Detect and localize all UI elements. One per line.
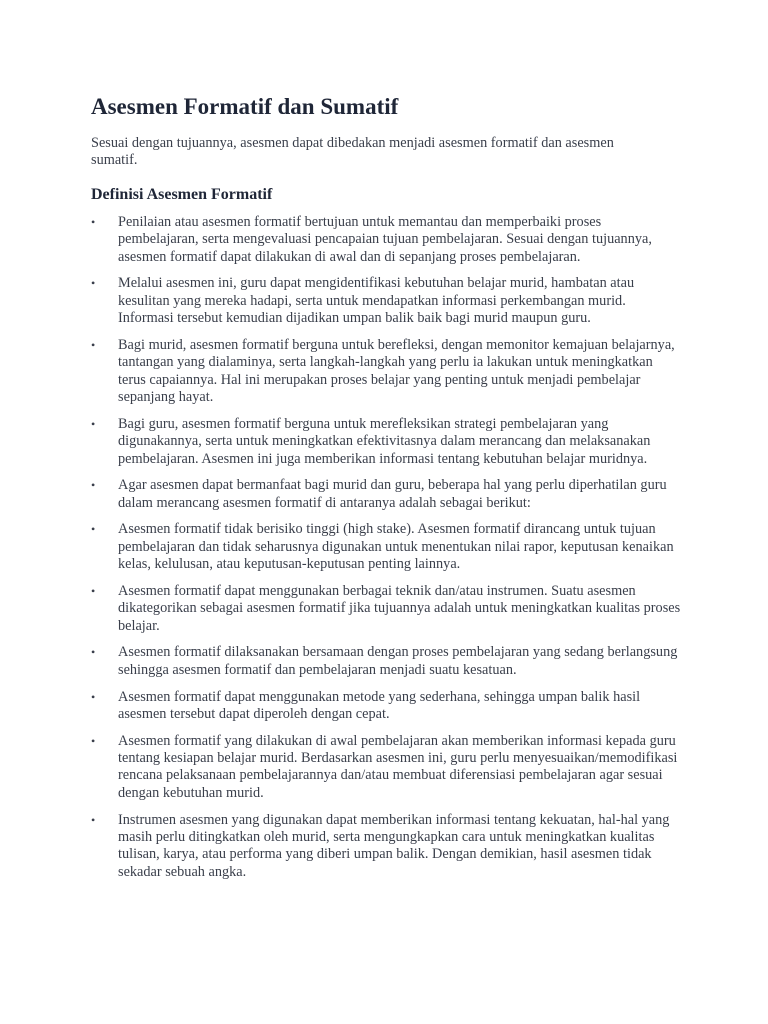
bullet-icon: • xyxy=(91,522,96,537)
list-item xyxy=(91,689,681,724)
list-item-text: Asesmen formatif dapat menggunakan berbagai teknik dan/atau instrumen. Suatu asesmen dikategorikan sebagai asesmen formatif jika tujuannya adalah untuk meningkatkan kualitas proses belajar. xyxy=(118,582,681,634)
list-item-text: Penilaian atau asesmen formatif bertujuan untuk memantau dan memperbaiki proses pembelajaran, serta mengevaluasi pencapaian tujuan pembelajaran. Sesuai dengan tujuannya, asesmen formatif dapat dilakukan di awal dan di sepanjang proses pembelajaran. xyxy=(118,213,652,265)
list-item-text: Melalui asesmen ini, guru dapat mengidentifikasi kebutuhan belajar murid, hambatan atau kesulitan yang mereka hadapi, serta untuk mendapatkan informasi perkembangan murid. Informasi tersebut kemudian dijadikan umpan balik baik bagi murid maupun guru. xyxy=(118,275,635,327)
list-item xyxy=(91,337,681,407)
list-item xyxy=(91,583,681,635)
bullet-icon: • xyxy=(91,416,96,431)
list-item xyxy=(91,275,681,327)
list-item xyxy=(91,733,681,803)
list-item xyxy=(91,214,681,266)
bullet-icon: • xyxy=(91,276,96,291)
list-item-text: Agar asesmen dapat bermanfaat bagi murid dan guru, beberapa hal yang perlu diperhatilan guru dalam merancang asesmen formatif di antaranya adalah sebagai berikut: xyxy=(118,477,667,511)
list-item xyxy=(91,416,681,468)
document-page xyxy=(91,93,681,890)
list-item-text: Bagi murid, asesmen formatif berguna untuk berefleksi, dengan memonitor kemajuan belajarnya, tantangan yang dialaminya, serta langkah-langkah yang perlu ia lakukan untuk meningkatkan terus capaiannya. Hal ini merupakan proses belajar yang penting untuk menjadi pembelajar sepanjang hayat. xyxy=(118,336,675,406)
list-item xyxy=(91,521,681,573)
list-item xyxy=(91,812,681,882)
bullet-icon: • xyxy=(91,689,96,704)
bullet-icon: • xyxy=(91,337,96,352)
bullet-icon: • xyxy=(91,812,96,827)
list-item-text: Asesmen formatif dilaksanakan bersamaan dengan proses pembelajaran yang sedang berlangsung sehingga asesmen formatif dan pembelajaran menjadi suatu kesatuan. xyxy=(118,644,678,678)
list-item-text: Instrumen asesmen yang digunakan dapat memberikan informasi tentang kekuatan, hal-hal yang masih perlu ditingkatkan oleh murid, serta mengungkapkan cara untuk meningkatkan kualitas tulisan, karya, atau performa yang diberi umpan balik. Dengan demikian, hasil asesmen tidak sekadar sebuah angka. xyxy=(118,811,670,880)
page-title: Asesmen Formatif dan Sumatif xyxy=(91,94,399,119)
bullet-icon: • xyxy=(91,214,96,229)
list-item-text: Asesmen formatif yang dilakukan di awal pembelajaran akan memberikan informasi kepada guru tentang kesiapan belajar murid. Berdasarkan asesmen ini, guru perlu menyesuaikan/memodifikasi rencana pelaksanaan pembelajarannya dan/atau membuat diferensiasi pembelajaran agar sesuai dengan kebutuhan murid. xyxy=(118,732,678,801)
bullet-icon: • xyxy=(91,645,96,660)
list-item-text: Bagi guru, asesmen formatif berguna untuk merefleksikan strategi pembelajaran yang digunakannya, serta untuk meningkatkan efektivitasnya dalam merancang dan melaksanakan pembelajaran. Asesmen ini juga memberikan informasi tentang kebutuhan belajar muridnya. xyxy=(118,415,651,467)
intro-paragraph: Sesuai dengan tujuannya, asesmen dapat dibedakan menjadi asesmen formatif dan asesmen sumatif. xyxy=(91,135,614,169)
list-item-text: Asesmen formatif tidak berisiko tinggi (high stake). Asesmen formatif dirancang untuk tujuan pembelajaran dan tidak seharusnya digunakan untuk menentukan nilai rapor, keputusan kenaikan kelas, kelulusan, atau keputusan-keputusan penting lainnya. xyxy=(118,521,674,573)
list-item xyxy=(91,477,681,512)
bullet-icon: • xyxy=(91,583,96,598)
bullet-icon: • xyxy=(91,478,96,493)
list-item-text: Asesmen formatif dapat menggunakan metode yang sederhana, sehingga umpan balik hasil asesmen tersebut dapat diperoleh dengan cepat. xyxy=(118,688,641,722)
list-item xyxy=(91,644,681,679)
bullet-list xyxy=(91,214,681,881)
bullet-icon: • xyxy=(91,733,96,748)
section-heading: Definisi Asesmen Formatif xyxy=(91,185,273,203)
